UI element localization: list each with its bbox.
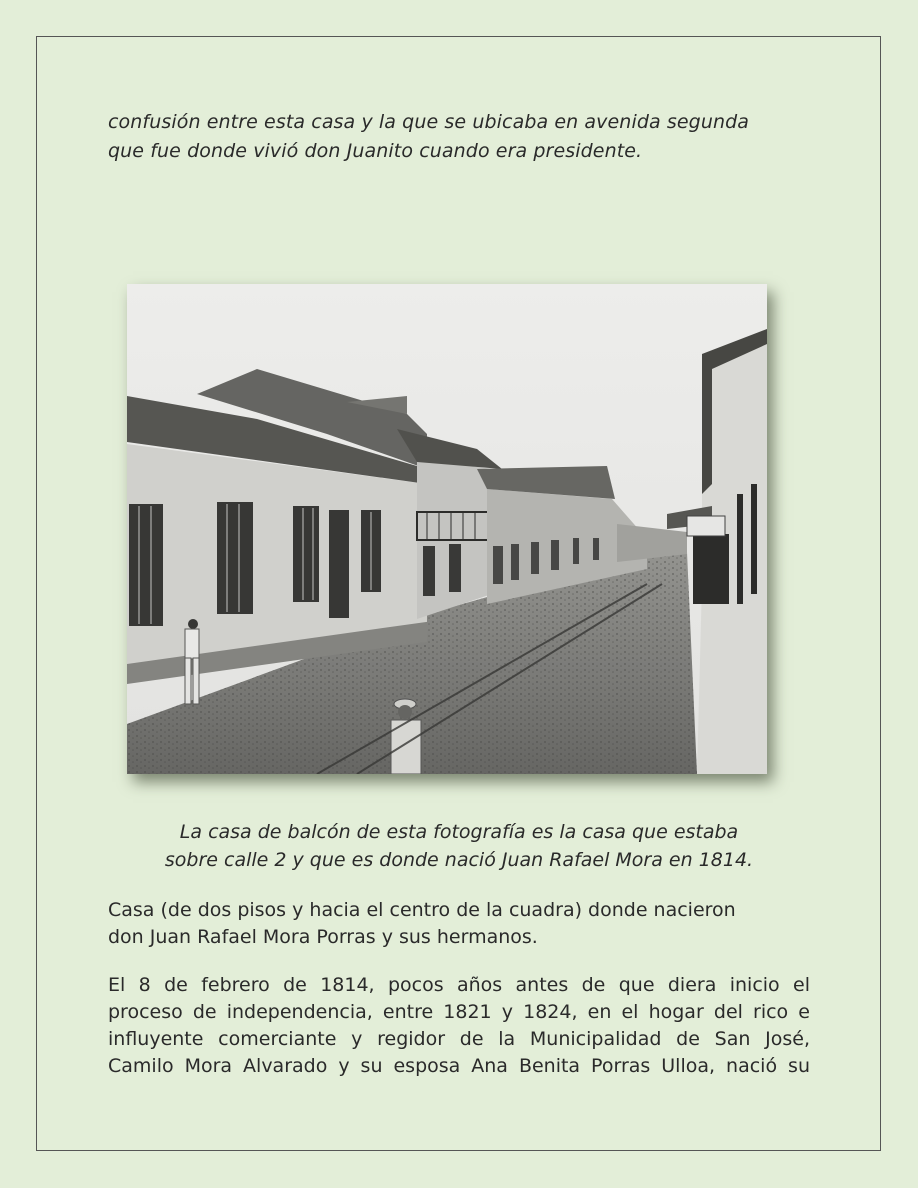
intro-line-2: que fue donde vivió don Juanito cuando era presidente. [108,140,643,162]
photo-caption [108,818,810,874]
historic-street-photo [127,284,767,774]
paragraph2-line-1: El 8 de febrero de 1814, pocos años antes de que diera inicio el [108,974,810,996]
body-paragraph-2 [108,972,810,1080]
intro-paragraph [108,108,810,166]
caption-line-1: La casa de balcón de esta fotografía es la casa que estaba [179,821,739,843]
intro-line-1: confusión entre esta casa y la que se ubicaba en avenida segunda [108,111,750,133]
paragraph1-line-2: don Juan Rafael Mora Porras y sus hermanos. [108,926,538,948]
paragraph2-line-3: influyente comerciante y regidor de la Municipalidad de San José, [108,1028,810,1050]
paragraph1-line-1: Casa (de dos pisos y hacia el centro de la cuadra) donde nacieron [108,899,736,921]
paragraph2-line-2: proceso de independencia, entre 1821 y 1824, en el hogar del rico e [108,1001,810,1023]
caption-line-2: sobre calle 2 y que es donde nació Juan Rafael Mora en 1814. [164,849,754,871]
street-photo-illustration [127,284,767,774]
paragraph2-line-4: Camilo Mora Alvarado y su esposa Ana Benita Porras Ulloa, nació su [108,1055,810,1077]
body-paragraph-1 [108,897,810,951]
